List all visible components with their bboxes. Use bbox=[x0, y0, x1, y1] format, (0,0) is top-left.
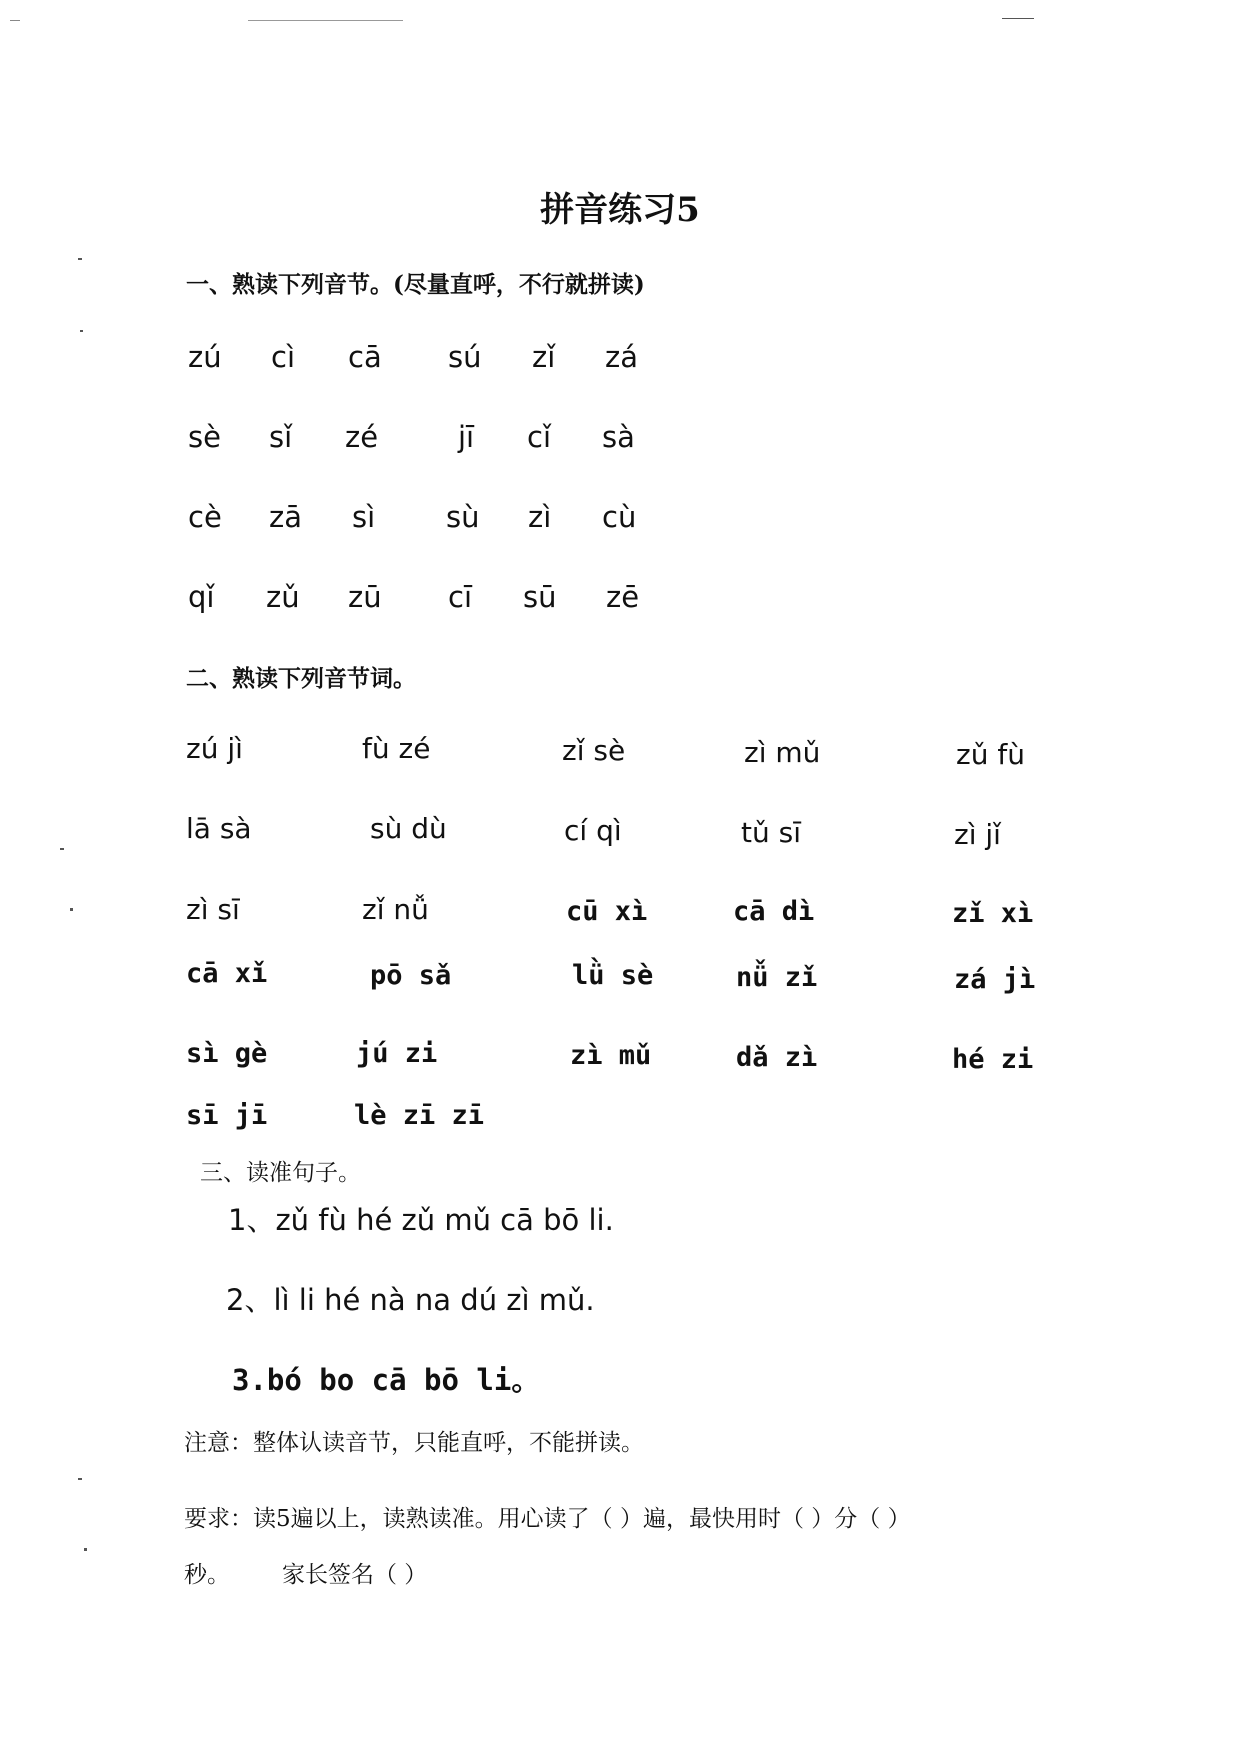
syllable: sú bbox=[448, 340, 482, 374]
word: cā xǐ bbox=[186, 958, 268, 989]
syllable: cī bbox=[448, 580, 473, 614]
syllable: cè bbox=[188, 500, 222, 534]
word: jú zi bbox=[356, 1038, 438, 1069]
syllable: cā bbox=[348, 340, 382, 374]
syllable: qǐ bbox=[188, 580, 215, 614]
word: zǐ nǚ bbox=[362, 893, 429, 926]
syllable: cù bbox=[602, 500, 637, 534]
word: lǜ sè bbox=[572, 960, 654, 991]
syllable: sè bbox=[188, 420, 221, 454]
scan-speck bbox=[70, 908, 73, 911]
scan-speck bbox=[84, 1548, 87, 1551]
word: nǚ zǐ bbox=[736, 962, 818, 993]
syllable: zǐ bbox=[532, 340, 556, 374]
note-text: 注意：整体认读音节，只能直呼，不能拼读。 bbox=[184, 1430, 644, 1456]
syllable: sà bbox=[602, 420, 635, 454]
word: cū xì bbox=[566, 896, 648, 927]
page-title: 拼音练习5 bbox=[540, 190, 700, 230]
word: sù dù bbox=[370, 812, 447, 845]
syllable: zú bbox=[188, 340, 222, 374]
syllable: zū bbox=[348, 580, 382, 614]
syllable: jī bbox=[458, 420, 475, 454]
section3-heading: 三、读准句子。 bbox=[200, 1160, 361, 1186]
section1-heading: 一、熟读下列音节。(尽量直呼，不行就拼读) bbox=[186, 271, 645, 298]
scan-speck bbox=[60, 848, 64, 850]
word: lā sà bbox=[186, 812, 252, 845]
syllable: sì bbox=[352, 500, 376, 534]
syllable: cì bbox=[271, 340, 296, 374]
sentence-1: 1、zǔ fù hé zǔ mǔ cā bō li. bbox=[228, 1203, 614, 1237]
scan-speck bbox=[248, 20, 403, 21]
parent-signature: 家长签名（ ） bbox=[282, 1562, 428, 1588]
scan-speck bbox=[80, 330, 83, 332]
syllable: cǐ bbox=[527, 420, 552, 454]
syllable: zì bbox=[528, 500, 552, 534]
scan-speck bbox=[10, 20, 20, 21]
word: zì sī bbox=[186, 893, 240, 926]
scan-speck bbox=[78, 1478, 82, 1480]
word: zá jì bbox=[954, 964, 1036, 995]
scan-speck bbox=[1002, 18, 1034, 19]
word: zì jǐ bbox=[954, 818, 1001, 851]
word: zú jì bbox=[186, 732, 243, 765]
word: pō sǎ bbox=[370, 960, 452, 991]
section2-heading: 二、熟读下列音节词。 bbox=[186, 665, 416, 692]
word: cā dì bbox=[733, 896, 815, 927]
syllable: zá bbox=[605, 340, 638, 374]
syllable: sǐ bbox=[269, 420, 293, 454]
word: hé zi bbox=[952, 1044, 1034, 1075]
syllable: zǔ bbox=[266, 580, 300, 614]
syllable: zé bbox=[345, 420, 379, 454]
word: tǔ sī bbox=[741, 816, 801, 849]
word: zì mǔ bbox=[744, 736, 821, 769]
word: lè zī zī bbox=[354, 1100, 485, 1131]
syllable: zā bbox=[269, 500, 302, 534]
seconds-text: 秒。 bbox=[184, 1562, 230, 1588]
word: sì gè bbox=[186, 1038, 268, 1069]
word: cí qì bbox=[564, 814, 622, 847]
word: sī jī bbox=[186, 1100, 268, 1131]
sentence-2: 2、lì li hé nà na dú zì mǔ. bbox=[226, 1283, 595, 1317]
syllable: zē bbox=[606, 580, 640, 614]
word: zǐ xì bbox=[952, 898, 1034, 929]
word: zǔ fù bbox=[956, 738, 1025, 771]
word: zì mǔ bbox=[570, 1040, 652, 1071]
word: fù zé bbox=[362, 732, 431, 765]
syllable: sù bbox=[446, 500, 480, 534]
word: dǎ zì bbox=[736, 1042, 818, 1073]
syllable: sū bbox=[523, 580, 557, 614]
sentence-3: 3.bó bo cā bō li。 bbox=[232, 1363, 541, 1397]
word: zǐ sè bbox=[562, 734, 626, 767]
requirement-text: 要求：读5遍以上，读熟读准。用心读了（ ）遍，最快用时（ ）分（ ） bbox=[184, 1506, 911, 1532]
scan-speck bbox=[78, 258, 82, 260]
